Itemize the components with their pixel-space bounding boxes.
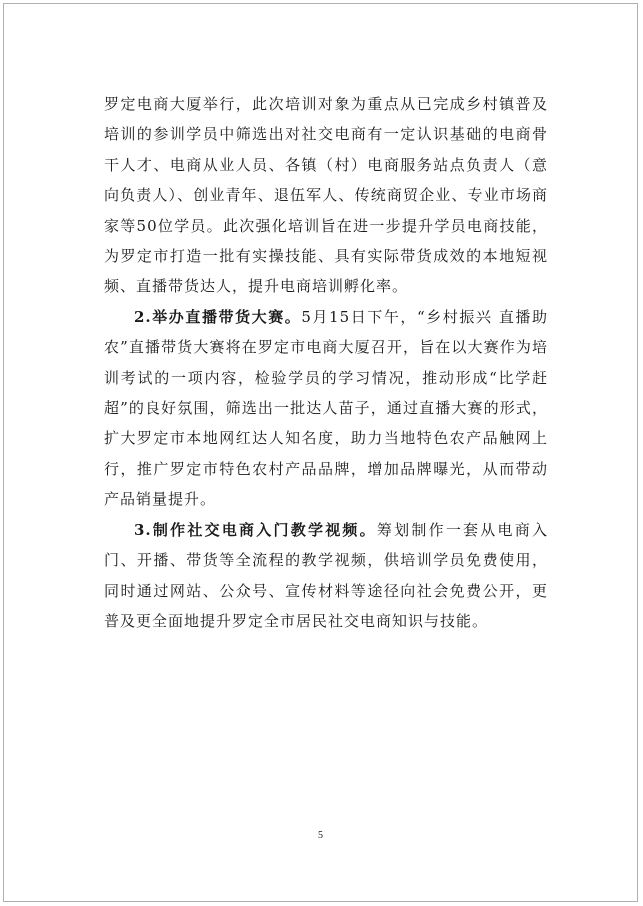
paragraph-3	[104, 515, 548, 637]
paragraph-3-text: 筹划制作一套从电商入门、开播、带货等全流程的教学视频，供培训学员免费使用，同时通过网站、公众号、宣传材料等途径向社会免费公开，更普及更全面地提升罗定全市居民社交电商知识与技能。	[104, 520, 548, 630]
document-body	[104, 89, 548, 636]
paragraph-1	[104, 89, 548, 302]
document-page	[3, 3, 638, 902]
paragraph-2-text: 5月15日下午，“乡村振兴 直播助农”直播带货大赛将在罗定市电商大厦召开，旨在以大赛作为培训考试的一项内容，检验学员的学习情况，推动形成“比学赶超”的良好氛围，筛选出一批达人苗子，通过直播大赛的形式，扩大罗定市本地网红达人知名度，助力当地特色农产品触网上行，推广罗定市特色农村产品品牌，增加品牌曝光，从而带动产品销量提升。	[104, 307, 548, 509]
paragraph-3-heading: 3.制作社交电商入门教学视频。	[134, 520, 377, 539]
paragraph-1-text: 罗定电商大厦举行，此次培训对象为重点从已完成乡村镇普及培训的参训学员中筛选出对社交电商有一定认识基础的电商骨干人才、电商从业人员、各镇（村）电商服务站点负责人（意向负责人）、创业青年、退伍军人、传统商贸企业、专业市场商家等50位学员。此次强化培训旨在进一步提升学员电商技能，为罗定市打造一批有实操技能、具有实际带货成效的本地短视频、直播带货达人，提升电商培训孵化率。	[104, 95, 548, 296]
paragraph-2	[104, 302, 548, 515]
page-number: 5	[318, 830, 323, 841]
paragraph-2-heading: 2.举办直播带货大赛。	[134, 307, 302, 326]
